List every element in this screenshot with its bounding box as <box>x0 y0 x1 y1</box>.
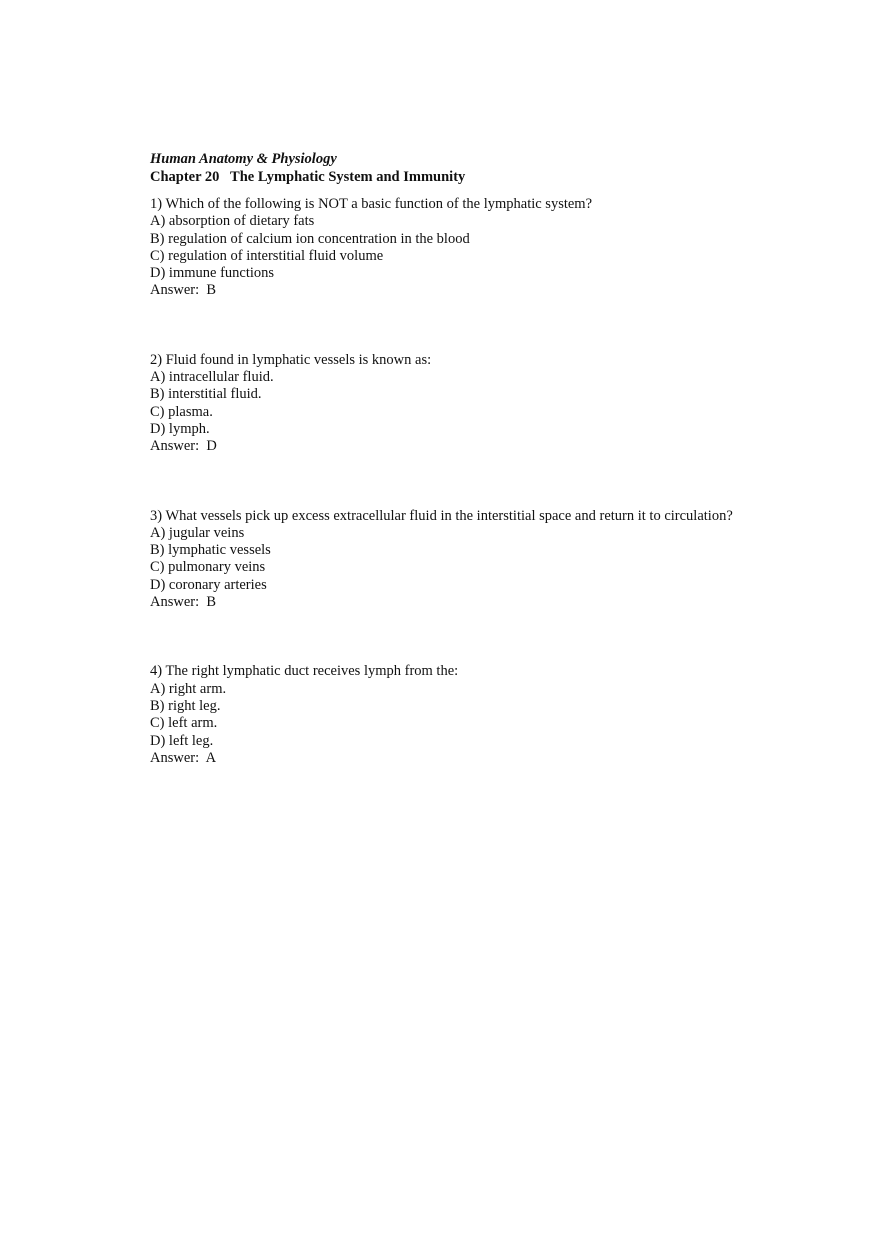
answer-key: Answer: A <box>150 749 217 766</box>
answer-option-d: D) lymph. <box>150 420 210 437</box>
answer-option-b: B) regulation of calcium ion concentration in the blood <box>150 230 470 247</box>
answer-option-c: C) left arm. <box>150 715 218 732</box>
answer-option-b: B) right leg. <box>150 697 221 714</box>
question-3 <box>150 508 750 612</box>
chapter-title: Chapter 20 The Lymphatic System and Immunity <box>150 169 466 185</box>
question-stem: 1) Which of the following is NOT a basic function of the lymphatic system? <box>150 196 593 212</box>
question-1 <box>150 196 750 300</box>
answer-option-c: C) plasma. <box>150 403 213 420</box>
answer-option-a: A) absorption of dietary fats <box>150 213 315 230</box>
answer-option-a: A) intracellular fluid. <box>150 369 274 386</box>
answer-option-a: A) jugular veins <box>150 524 245 541</box>
answer-key: Answer: B <box>150 282 217 299</box>
question-stem: 3) What vessels pick up excess extracellular fluid in the interstitial space and return it to circulation? <box>150 507 733 524</box>
answer-option-b: B) interstitial fluid. <box>150 386 262 403</box>
answer-option-d: D) coronary arteries <box>150 576 267 593</box>
answer-option-b: B) lymphatic vessels <box>150 542 271 559</box>
answer-option-c: C) regulation of interstitial fluid volume <box>150 247 384 264</box>
question-2 <box>150 352 750 456</box>
question-stem: 2) Fluid found in lymphatic vessels is known as: <box>150 351 432 368</box>
book-title: Human Anatomy & Physiology <box>150 151 337 167</box>
answer-option-d: D) left leg. <box>150 732 214 749</box>
answer-option-a: A) right arm. <box>150 680 227 697</box>
document-page <box>150 150 750 767</box>
answer-key: Answer: D <box>150 438 217 455</box>
question-stem: 4) The right lymphatic duct receives lymph from the: <box>150 663 459 680</box>
question-4 <box>150 663 750 767</box>
answer-key: Answer: B <box>150 594 217 611</box>
answer-option-c: C) pulmonary veins <box>150 559 266 576</box>
answer-option-d: D) immune functions <box>150 265 275 282</box>
